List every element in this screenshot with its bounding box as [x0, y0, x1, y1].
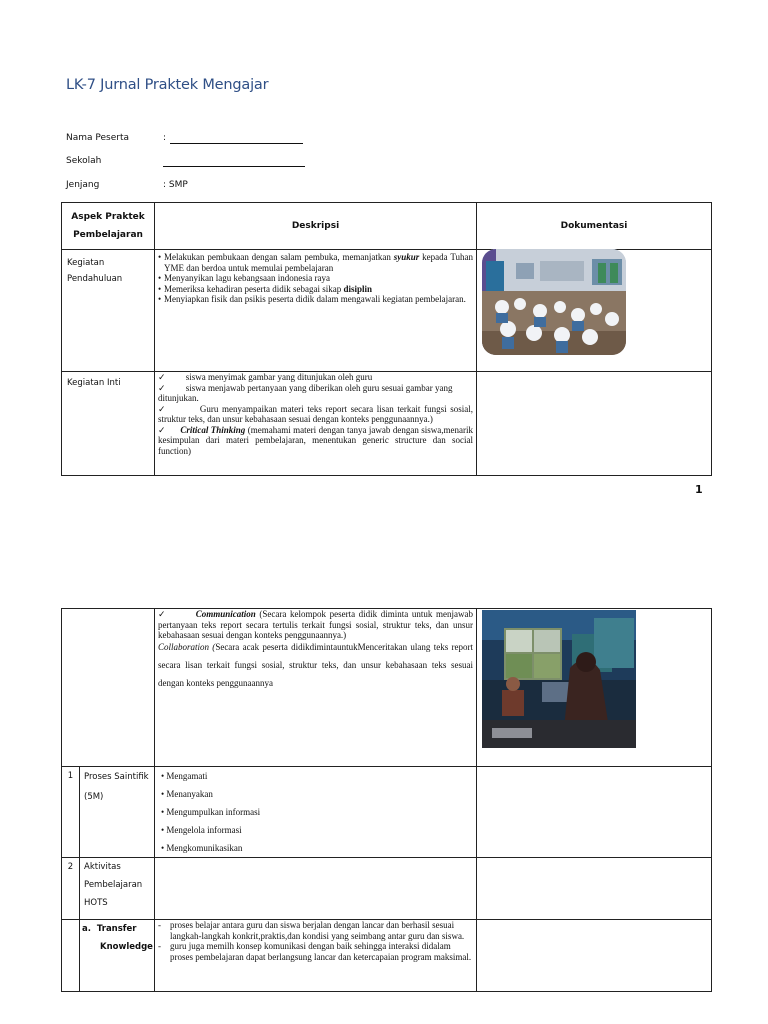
classroom-photo-2	[482, 610, 636, 748]
row-label-hots-line3: HOTS	[84, 898, 108, 908]
inti-item-4: (memahami materi dengan tanya jawab dengan siswa,menarik kesimpulan dari materi pembelajaran, menentukan generic structure dan social function)	[158, 424, 473, 456]
transfer-item-2: guru juga memilh konsep komunikasi dengan baik sehingga interaksi didalam proses pembelajaran dapat berlangsung lancar dan ketercapaian program maksimal.	[170, 941, 472, 962]
doc-transfer	[477, 920, 712, 992]
proses-item-3: Mengumpulkan informasi	[166, 807, 261, 817]
desc-inti	[155, 372, 477, 476]
row-label-pendahuluan-line2: Pendahuluan	[67, 274, 123, 284]
page-number: 1	[695, 483, 703, 496]
doc-inti	[477, 372, 712, 476]
collaboration-text: Secara acak peserta didikdimintauntukMenceritakan ulang teks report secara lisan terkait fungsi sosial, struktur teks, dan unsur kebahasaan teks sesuai dengan konteks penggunaannya	[158, 641, 473, 688]
check-icon: ✓	[158, 609, 167, 619]
bullet-1-emphasis: syukur	[393, 252, 420, 262]
row-label-empty	[62, 609, 155, 767]
list-item: - guru juga memilh konsep komunikasi dengan baik sehingga interaksi didalam proses pembelajaran dapat berlangsung lancar dan ketercapaian program maksimal.	[158, 941, 472, 962]
row-number-2: 2	[62, 858, 80, 920]
check-icon: ✓	[158, 372, 166, 382]
list-item: • Memeriksa kehadiran peserta didik sebagai sikap disiplin	[158, 283, 372, 294]
page-title: LK-7 Jurnal Praktek Mengajar	[66, 77, 269, 93]
transfer-item-1: proses belajar antara guru dan siswa berjalan dengan lancar dan berhasil sesuai langkah-langkah konkrit,praktis,dan kondisi yang seimbang antar guru dan siswa.	[170, 920, 465, 941]
list-item: • Mengelola informasi	[161, 825, 242, 835]
doc-hots	[477, 858, 712, 920]
list-item	[158, 609, 473, 641]
row-label-pendahuluan	[62, 250, 155, 372]
field-label-nama: Nama Peserta	[66, 133, 130, 143]
desc-proses	[155, 767, 477, 858]
inti-item-3: Guru menyampaikan materi teks report secara lisan terkait fungsi sosial, struktur teks, dan unsur kebahasaan sesuai dengan konteks penggunaannya.)	[158, 403, 473, 424]
proses-item-1: Mengamati	[166, 771, 208, 781]
field-label-sekolah: Sekolah	[66, 156, 102, 166]
transfer-label-line2: Knowledge	[100, 942, 153, 952]
list-item: - proses belajar antara guru dan siswa berjalan dengan lancar dan berhasil sesuai langkah-langkah konkrit,praktis,dan kondisi yang seimbang antar guru dan siswa.	[158, 920, 473, 941]
proses-list	[155, 767, 476, 857]
proses-item-4: Mengelola informasi	[166, 825, 242, 835]
header-dokumentasi: Dokumentasi	[477, 203, 712, 250]
critical-thinking-label: Critical Thinking	[180, 424, 246, 435]
inti-item-1: siswa menyimak gambar yang ditunjukan oleh guru	[185, 372, 373, 382]
classroom-photo-1	[482, 249, 626, 355]
field-line-sekolah	[163, 166, 305, 167]
collaboration-label: Collaboration (	[158, 641, 216, 652]
bullet-1-text-end: kepada Tuhan YME dan berdoa untuk memulai pembelajaran	[164, 252, 473, 273]
check-icon: ✓	[158, 403, 167, 414]
row-label-hots-line1: Aktivitas	[84, 862, 121, 872]
list-item	[158, 638, 473, 692]
bullet-1-text: Melakukan pembukaan dengan salam pembuka, memanjatkan	[164, 252, 394, 262]
row-label-hots-line2: Pembelajaran	[84, 880, 143, 890]
bullet-4-text: Menyiapkan fisik dan psikis peserta didik dalam mengawali kegiatan pembelajaran.	[164, 294, 466, 304]
bullet-3-bold: disiplin	[343, 283, 372, 294]
row-label-transfer	[80, 920, 155, 992]
field-label-jenjang: Jenjang	[66, 180, 100, 190]
list-item: • Mengkomunikasikan	[161, 843, 243, 853]
check-icon: ✓	[158, 382, 166, 393]
desc-transfer	[155, 920, 477, 992]
list-item	[158, 404, 473, 425]
row-label-proses	[80, 767, 155, 858]
header-aspek-line1: Aspek Praktek	[71, 212, 145, 222]
row-number-1: 1	[62, 767, 80, 858]
row-label-proses-line2: (5M)	[84, 792, 104, 802]
field-value-nama: :	[163, 133, 167, 143]
check-icon: ✓	[158, 424, 166, 435]
communication-label: Communication	[195, 609, 256, 619]
row-label-inti	[62, 372, 155, 476]
desc-communication	[155, 609, 477, 767]
list-item: • Mengamati	[161, 771, 208, 781]
proses-item-2: Menanyakan	[166, 789, 213, 799]
list-item	[158, 425, 473, 457]
transfer-letter: a.	[82, 924, 91, 934]
bullet-3-text: Memeriksa kehadiran peserta didik sebagai sikap	[164, 283, 344, 294]
desc-pendahuluan	[155, 250, 477, 372]
list-item: • Menyanyikan lagu kebangsaan indonesia raya	[158, 273, 330, 283]
header-aspek-line2: Pembelajaran	[73, 230, 143, 240]
desc-hots	[155, 858, 477, 920]
list-item: • Menanyakan	[161, 789, 213, 799]
bullet-2-text: Menyanyikan lagu kebangsaan indonesia raya	[164, 273, 330, 283]
list-item	[158, 383, 473, 404]
header-deskripsi: Deskripsi	[155, 203, 477, 250]
inti-item-2: siswa menjawab pertanyaan yang diberikan oleh guru sesuai gambar yang ditunjukan.	[158, 382, 453, 403]
row-label-proses-line1: Proses Saintifik	[84, 772, 149, 782]
field-value-jenjang: : SMP	[163, 180, 188, 190]
header-aspek	[62, 203, 155, 250]
list-item: • Mengumpulkan informasi	[161, 807, 261, 817]
row-label-pendahuluan-line1: Kegiatan	[67, 258, 105, 268]
list-item: • Menyiapkan fisik dan psikis peserta didik dalam mengawali kegiatan pembelajaran.	[158, 294, 466, 304]
field-line-nama	[170, 143, 303, 144]
doc-proses	[477, 767, 712, 858]
row-label-inti-text: Kegiatan Inti	[67, 378, 121, 388]
proses-item-5: Mengkomunikasikan	[166, 843, 243, 853]
transfer-label-line1: Transfer	[96, 924, 137, 934]
list-item: • Melakukan pembukaan dengan salam pembuka, memanjatkan syukur kepada Tuhan YME dan berdoa untuk memulai pembelajaran	[158, 252, 473, 273]
list-item	[158, 372, 473, 383]
row-label-hots	[80, 858, 155, 920]
communication-text: (Secara kelompok peserta didik diminta untuk menjawab pertanyaan teks report secara tertulis terkait fungsi sosial, struktur teks, dan unsur kebahasaan sesuai dengan konteks penggunaannya.)	[158, 609, 473, 640]
row-number-empty	[62, 920, 80, 992]
